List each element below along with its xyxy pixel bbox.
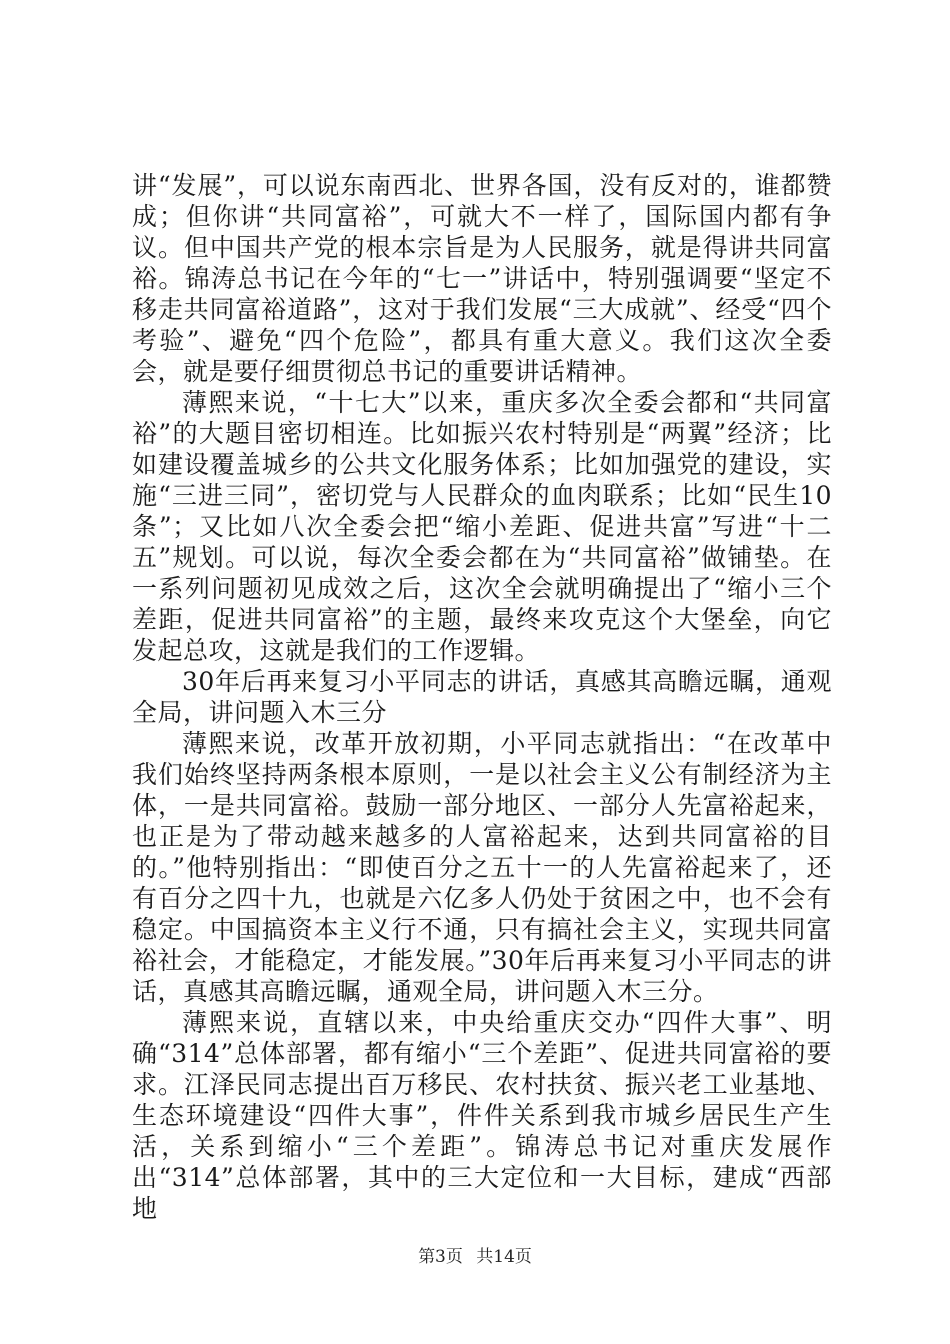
document-body xyxy=(132,170,832,1224)
paragraph: 薄熙来说，改革开放初期，小平同志就指出：“在改革中我们始终坚持两条根本原则，一是以社会主义公有制经济为主体，一是共同富裕。鼓励一部分地区、一部分人先富裕起来，也正是为了带动越来越多的人富裕起来，达到共同富裕的目的。”他特别指出：“即使百分之五十一的人先富裕起来了，还有百分之四十九，也就是六亿多人仍处于贫困之中，也不会有稳定。中国搞资本主义行不通，只有搞社会主义，实现共同富裕社会，才能稳定，才能发展。”30年后再来复习小平同志的讲话，真感其高瞻远瞩，通观全局，讲问题入木三分。 xyxy=(132,729,832,1006)
page-footer xyxy=(0,1242,950,1267)
paragraph: 30年后再来复习小平同志的讲话，真感其高瞻远瞩，通观全局，讲问题入木三分 xyxy=(132,667,832,727)
paragraph: 薄熙来说，直辖以来，中央给重庆交办“四件大事”、明确“314”总体部署，都有缩小“三个差距”、促进共同富裕的要求。江泽民同志提出百万移民、农村扶贫、振兴老工业基地、生态环境建设“四件大事”，件件关系到我市城乡居民生产生活，关系到缩小“三个差距”。锦涛总书记对重庆发展作出“314”总体部署，其中的三大定位和一大目标，建成“西部地 xyxy=(132,1008,832,1223)
paragraph: 薄熙来说，“十七大”以来，重庆多次全委会都和“共同富裕”的大题目密切相连。比如振兴农村特别是“两翼”经济；比如建设覆盖城乡的公共文化服务体系；比如加强党的建设，实施“三进三同”，密切党与人民群众的血肉联系；比如“民生10条”；又比如八次全委会把“缩小差距、促进共富”写进“十二五”规划。可以说，每次全委会都在为“共同富裕”做铺垫。在一系列问题初见成效之后，这次全会就明确提出了“缩小三个差距，促进共同富裕”的主题，最终来攻克这个大堡垒，向它发起总攻，这就是我们的工作逻辑。 xyxy=(132,388,832,665)
page-total: 共14页 xyxy=(476,1247,532,1267)
page-number: 第3页 xyxy=(418,1247,463,1267)
paragraph: 讲“发展”，可以说东南西北、世界各国，没有反对的，谁都赞成；但你讲“共同富裕”，可就大不一样了，国际国内都有争议。但中国共产党的根本宗旨是为人民服务，就是得讲共同富裕。锦涛总书记在今年的“七一”讲话中，特别强调要“坚定不移走共同富裕道路”，这对于我们发展“三大成就”、经受“四个考验”、避免“四个危险”，都具有重大意义。我们这次全委会，就是要仔细贯彻总书记的重要讲话精神。 xyxy=(132,171,832,386)
